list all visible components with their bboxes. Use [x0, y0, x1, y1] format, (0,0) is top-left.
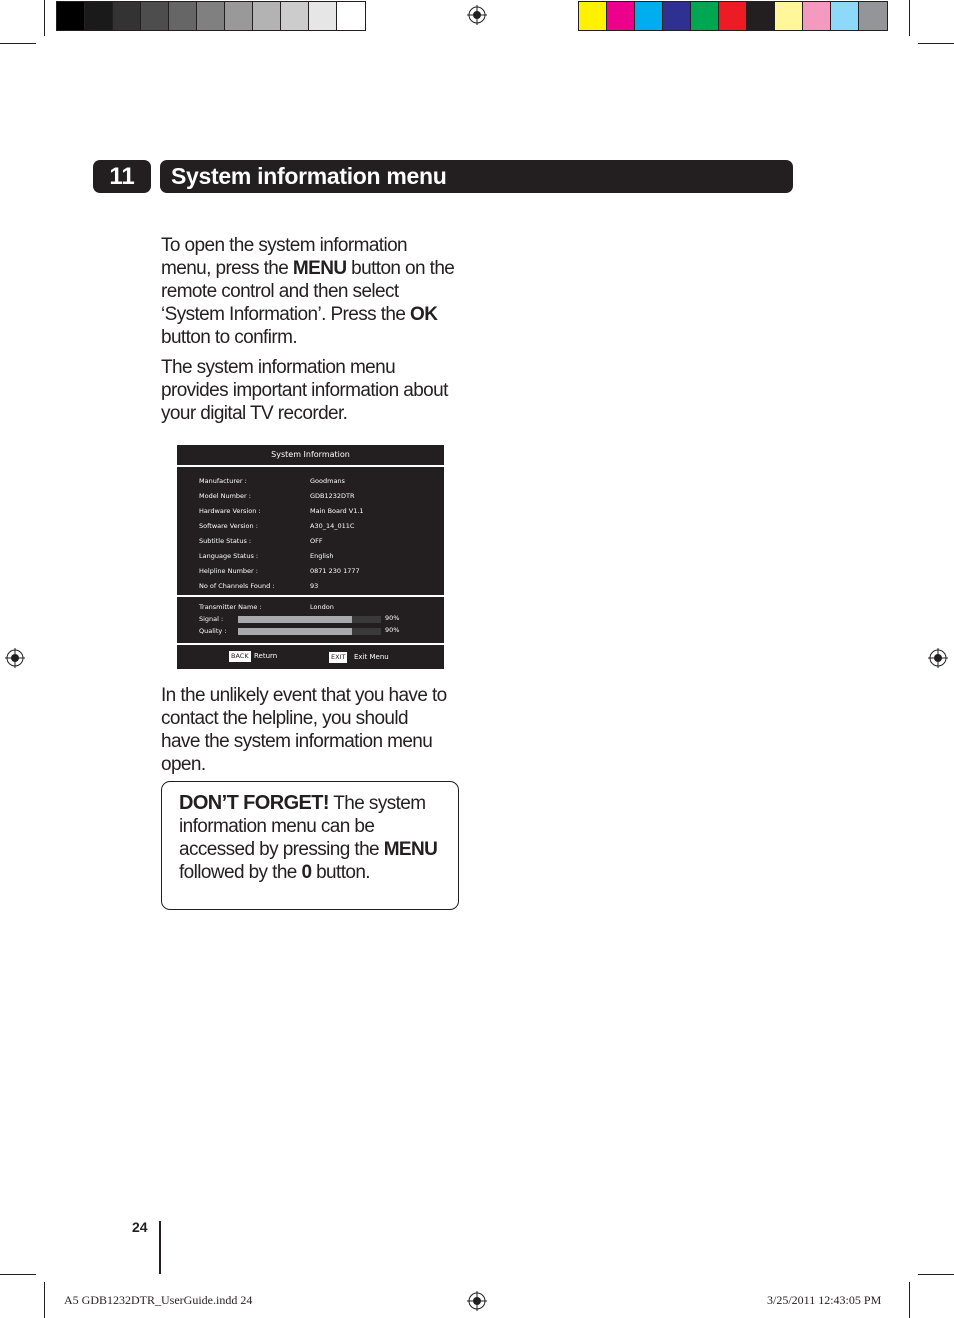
info-row-value: English [310, 552, 334, 560]
info-row-value: GDB1232DTR [310, 492, 355, 500]
gray-swatch [309, 2, 337, 30]
crop-mark [0, 43, 36, 44]
gray-color-bar [56, 1, 366, 31]
color-swatch [831, 2, 859, 30]
signal-label: Signal : [199, 615, 224, 623]
gray-swatch [57, 2, 85, 30]
gray-swatch [337, 2, 365, 30]
menu-keyword: MENU [383, 839, 438, 860]
helpline-paragraph: In the unlikely event that you have to contact the helpline, you should have the system information menu open. [161, 685, 447, 775]
system-information-screen [177, 445, 444, 669]
info-row-value: Goodmans [310, 477, 345, 485]
screen-title: System Information [271, 450, 350, 459]
back-key: BACK [231, 652, 249, 660]
info-row-label: Helpline Number : [199, 567, 258, 575]
registration-mark-icon [467, 5, 487, 25]
intro-paragraph: To open the system information menu, press the MENU button on the remote control and then select ‘System Information’. Press the OK button to confirm. [161, 235, 455, 348]
transmitter-label: Transmitter Name : [199, 603, 262, 611]
signal-percent: 90% [385, 614, 400, 622]
info-row-value: OFF [310, 537, 323, 545]
gray-swatch [225, 2, 253, 30]
color-swatch [607, 2, 635, 30]
note-heading: DON’T FORGET! [179, 792, 329, 814]
info-row-value: A30_14_011C [310, 522, 355, 530]
crop-mark [909, 1282, 910, 1318]
info-row-value: 0871 230 1777 [310, 567, 360, 575]
info-row-label: Software Version : [199, 522, 258, 530]
color-swatch [803, 2, 831, 30]
quality-bar-fill [238, 628, 352, 635]
quality-bar [238, 628, 381, 635]
info-row-label: Model Number : [199, 492, 251, 500]
transmitter-value: London [310, 603, 334, 611]
crop-mark [918, 1274, 954, 1275]
divider [177, 465, 444, 467]
signal-bar-fill [238, 616, 352, 623]
chapter-number: 11 [93, 160, 151, 193]
signal-bar [238, 616, 381, 623]
footer-timestamp: 3/25/2011 12:43:05 PM [767, 1293, 882, 1307]
gray-swatch [253, 2, 281, 30]
divider [177, 595, 444, 597]
chapter-title: System information menu [160, 160, 793, 193]
color-swatch [859, 2, 887, 30]
exit-key: EXIT [331, 653, 346, 661]
color-swatch [579, 2, 607, 30]
quality-percent: 90% [385, 626, 400, 634]
crop-mark [909, 0, 910, 36]
crop-mark [0, 1274, 36, 1275]
quality-label: Quality : [199, 627, 227, 635]
info-row-label: No of Channels Found : [199, 582, 275, 590]
ok-keyword: OK [410, 304, 438, 325]
return-label: Return [254, 652, 278, 660]
info-row-label: Manufacturer : [199, 477, 247, 485]
divider [177, 643, 444, 645]
gray-swatch [141, 2, 169, 30]
crop-mark [918, 43, 954, 44]
info-row-value: 93 [310, 582, 319, 590]
color-swatch [635, 2, 663, 30]
gray-swatch [113, 2, 141, 30]
info-row-label: Hardware Version : [199, 507, 261, 515]
zero-keyword: 0 [301, 862, 312, 883]
crop-mark [44, 0, 45, 36]
gray-swatch [281, 2, 309, 30]
registration-mark-icon [928, 648, 948, 668]
description-paragraph: The system information menu provides important information about your digital TV recorder. [161, 357, 448, 424]
color-swatch [719, 2, 747, 30]
color-swatch [775, 2, 803, 30]
page-number-rule [159, 1221, 161, 1274]
dont-forget-note [161, 781, 459, 910]
footer-filename: A5 GDB1232DTR_UserGuide.indd 24 [64, 1293, 253, 1307]
note-text: DON’T FORGET! The system information menu can be accessed by pressing the MENU followed by the 0 button. [179, 792, 438, 883]
registration-mark-icon [5, 648, 25, 668]
gray-swatch [197, 2, 225, 30]
gray-swatch [85, 2, 113, 30]
cmyk-color-bar [578, 1, 888, 31]
registration-mark-icon [467, 1291, 487, 1311]
exit-menu-label: Exit Menu [354, 653, 389, 661]
color-swatch [747, 2, 775, 30]
crop-mark [44, 1282, 45, 1318]
color-swatch [663, 2, 691, 30]
info-row-label: Subtitle Status : [199, 537, 252, 545]
info-row-value: Main Board V1.1 [310, 507, 364, 515]
gray-swatch [169, 2, 197, 30]
info-row-label: Language Status : [199, 552, 259, 560]
color-swatch [691, 2, 719, 30]
menu-keyword: MENU [292, 258, 347, 279]
page-number: 24 [132, 1219, 148, 1235]
